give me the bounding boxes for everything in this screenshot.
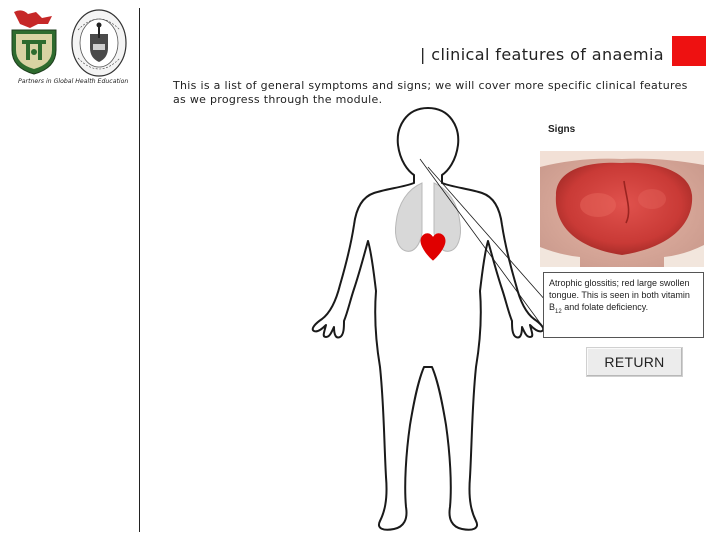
tongue-caption [543, 272, 704, 338]
accent-square [672, 36, 706, 66]
college-of-medicine-seal-icon [70, 8, 128, 78]
page-title: | clinical features of anaemia [420, 45, 665, 64]
caption-subscript: 12 [555, 308, 562, 315]
signs-heading: Signs [548, 124, 576, 135]
dragon-crest-shield-icon [8, 6, 60, 76]
tagline: Partners in Global Health Education [18, 78, 129, 85]
human-body-figure [300, 105, 560, 535]
intro-text: This is a list of general symptoms and signs; we will cover more specific clinical features as we progress through the module. [173, 79, 688, 106]
caption-text-start: Atrophic glossitis; red large swollen tongue. This is seen in both vitamin B [549, 278, 690, 312]
sidebar-divider [139, 8, 140, 532]
return-button[interactable]: RETURN [586, 347, 683, 377]
caption-text-end: and folate deficiency. [561, 302, 649, 312]
tongue-photo-icon [540, 151, 704, 267]
human-body-outline-icon [313, 108, 544, 530]
